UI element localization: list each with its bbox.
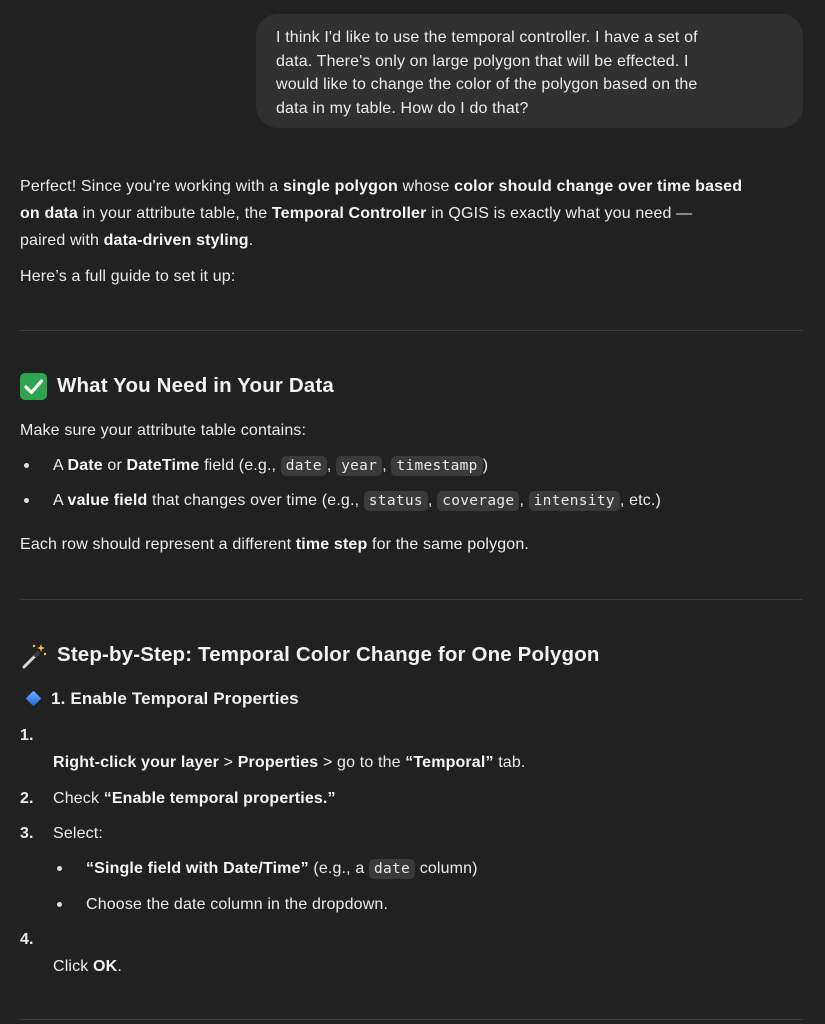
text: Check [53,790,104,807]
text: A [53,492,68,509]
text: paired with [20,232,104,249]
bold-text: time step [295,536,368,553]
bullet-icon [24,498,29,503]
text: , [519,492,525,509]
text: , [382,457,387,474]
inline-code: status [364,491,428,511]
text: that changes over time (e.g., [147,492,364,509]
step-number: 1. [20,727,34,744]
magic-wand-icon [20,642,48,670]
text: tab. [493,754,526,771]
inline-code: date [369,859,415,879]
step-number: 2. [20,790,34,807]
step-text [53,749,525,776]
user-message-line: data. There's only on large polygon that will be effected. I [276,52,689,70]
section-heading: What You Need in Your Data [57,374,334,397]
inline-code: date [281,456,327,476]
inline-code: timestamp [391,456,482,476]
bold-text: Temporal Controller [271,205,427,222]
sub-list-item [86,855,478,883]
bold-text: DateTime [126,457,200,474]
text: for the same polygon. [367,536,530,553]
divider [20,1019,803,1020]
text: or [102,457,127,474]
text: A [53,457,68,474]
step-text [53,785,336,812]
bold-text: on data [20,205,78,222]
text: ) [482,457,489,474]
bullet-icon [57,902,62,907]
text: , [427,492,433,509]
bullet-icon [57,866,62,871]
user-message-line: data in my table. How do I do that? [276,99,529,117]
bold-text: value field [67,492,148,509]
text: . [248,232,254,249]
text: > [219,754,238,771]
bold-text: Right-click your layer [53,754,220,771]
inline-code: coverage [437,491,519,511]
text: in QGIS is exactly what you need — [426,205,693,222]
bold-text: Properties [237,754,319,771]
bold-text: data-driven styling [103,232,249,249]
step-number: 3. [20,825,34,842]
bold-text: color should change over time based [454,178,743,195]
bold-text: single polygon [282,178,398,195]
divider [20,330,803,331]
list-item [53,487,661,515]
user-message-line: I think I'd like to use the temporal controller. I have a set of [276,29,698,46]
divider [20,599,803,600]
step-text [53,953,122,980]
bold-text: “Enable temporal properties.” [103,790,336,807]
user-message-bubble [256,14,803,128]
step-text: Select: [53,825,103,842]
inline-code: year [336,456,382,476]
user-message-line: would like to change the color of the polygon based on the [276,76,698,93]
section-lead-text: Make sure your attribute table contains: [20,422,307,439]
text: . [117,958,122,975]
text: Click [53,958,94,975]
bold-text: OK [93,958,118,975]
text: column) [415,860,478,877]
text: > go to the [318,754,406,771]
bold-text: “Single field with Date/Time” [86,860,309,877]
text: whose [397,178,455,195]
intro-guide-text: Here’s a full guide to set it up: [20,268,236,285]
bold-text: Date [67,457,103,474]
sub-list-item: Choose the date column in the dropdown. [86,896,389,913]
step-number: 4. [20,931,34,948]
list-item [53,452,488,480]
text: (e.g., a [308,860,369,877]
blue-diamond-icon [26,691,42,707]
check-mark-icon [20,373,47,400]
section-closing-text [20,531,529,558]
text: , [326,457,332,474]
bold-text: “Temporal” [405,754,494,771]
section-heading: Step-by-Step: Temporal Color Change for One Polygon [57,643,600,666]
text: Each row should represent a different [20,536,296,553]
subsection-heading: 1. Enable Temporal Properties [51,689,299,708]
text: field (e.g., [199,457,281,474]
text: in your attribute table, the [77,205,272,222]
bullet-icon [24,463,29,468]
intro-paragraph [20,173,742,254]
text: Perfect! Since you're working with a [20,178,283,195]
inline-code: intensity [529,491,620,511]
text: , etc.) [619,492,661,509]
